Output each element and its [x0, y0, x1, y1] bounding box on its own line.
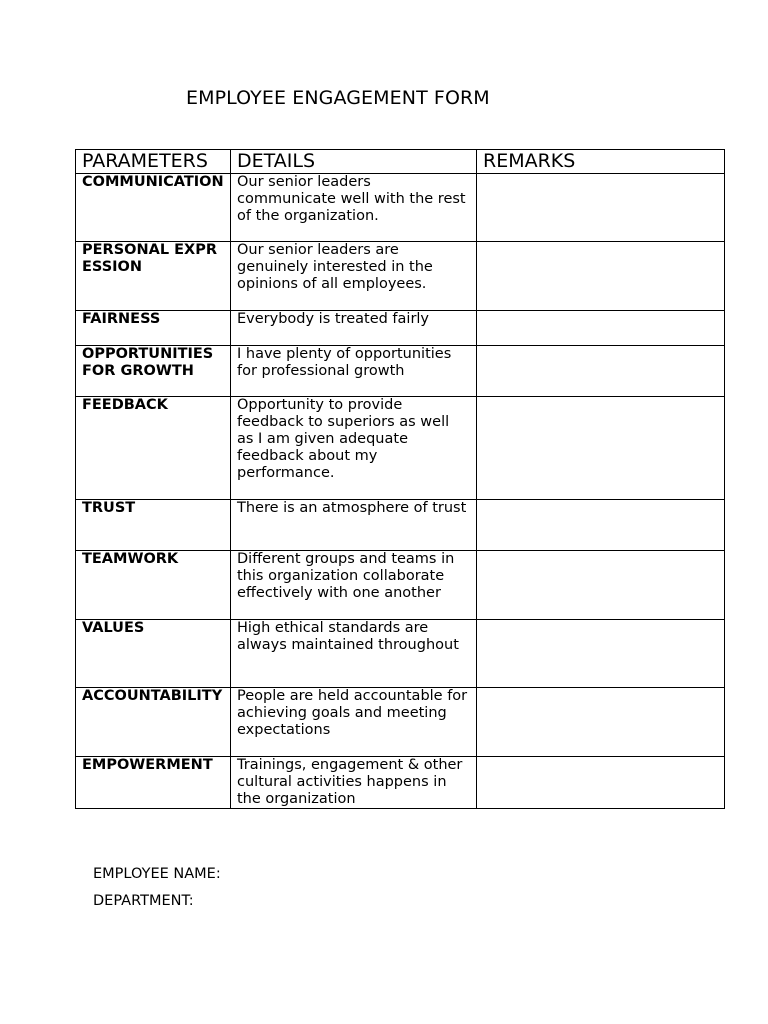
- parameter-cell: TEAMWORK: [76, 551, 231, 620]
- details-cell: Our senior leaders communicate well with the rest of the organization.: [231, 174, 477, 242]
- remarks-cell[interactable]: [477, 174, 725, 242]
- remarks-cell[interactable]: [477, 397, 725, 500]
- table-header-row: [76, 150, 725, 174]
- details-cell: I have plenty of opportunities for professional growth: [231, 346, 477, 397]
- remarks-cell[interactable]: [477, 551, 725, 620]
- table-row: [76, 620, 725, 688]
- table-row: [76, 242, 725, 311]
- details-cell: High ethical standards are always maintained throughout: [231, 620, 477, 688]
- details-cell: Trainings, engagement & other cultural activities happens in the organization: [231, 757, 477, 809]
- details-cell: Different groups and teams in this organization collaborate effectively with one another: [231, 551, 477, 620]
- table-row: [76, 757, 725, 809]
- parameter-cell: OPPORTUNITIES FOR GROWTH: [76, 346, 231, 397]
- parameter-cell: FAIRNESS: [76, 311, 231, 346]
- details-cell: There is an atmosphere of trust: [231, 500, 477, 551]
- parameter-cell: PERSONAL EXPRESSION: [76, 242, 231, 311]
- details-cell: Our senior leaders are genuinely interested in the opinions of all employees.: [231, 242, 477, 311]
- department-label: DEPARTMENT:: [93, 893, 194, 909]
- table-row: [76, 688, 725, 757]
- details-cell: Opportunity to provide feedback to superiors as well as I am given adequate feedback about my performance.: [231, 397, 477, 500]
- parameter-cell: COMMUNICATION: [76, 174, 231, 242]
- remarks-cell[interactable]: [477, 757, 725, 809]
- remarks-cell[interactable]: [477, 500, 725, 551]
- engagement-table: [75, 149, 725, 809]
- parameter-cell: ACCOUNTABILITY: [76, 688, 231, 757]
- parameter-cell: TRUST: [76, 500, 231, 551]
- remarks-cell[interactable]: [477, 620, 725, 688]
- header-parameters: PARAMETERS: [76, 150, 231, 174]
- table-row: [76, 346, 725, 397]
- table-row: [76, 551, 725, 620]
- header-details: DETAILS: [231, 150, 477, 174]
- parameter-cell: FEEDBACK: [76, 397, 231, 500]
- table-row: [76, 397, 725, 500]
- parameter-cell: VALUES: [76, 620, 231, 688]
- table-row: [76, 174, 725, 242]
- remarks-cell[interactable]: [477, 688, 725, 757]
- details-cell: People are held accountable for achieving goals and meeting expectations: [231, 688, 477, 757]
- details-cell: Everybody is treated fairly: [231, 311, 477, 346]
- employee-name-label: EMPLOYEE NAME:: [93, 866, 221, 882]
- table-row: [76, 311, 725, 346]
- remarks-cell[interactable]: [477, 311, 725, 346]
- remarks-cell[interactable]: [477, 242, 725, 311]
- table-row: [76, 500, 725, 551]
- form-title: EMPLOYEE ENGAGEMENT FORM: [186, 87, 490, 109]
- parameter-cell: EMPOWERMENT: [76, 757, 231, 809]
- header-remarks: REMARKS: [477, 150, 725, 174]
- remarks-cell[interactable]: [477, 346, 725, 397]
